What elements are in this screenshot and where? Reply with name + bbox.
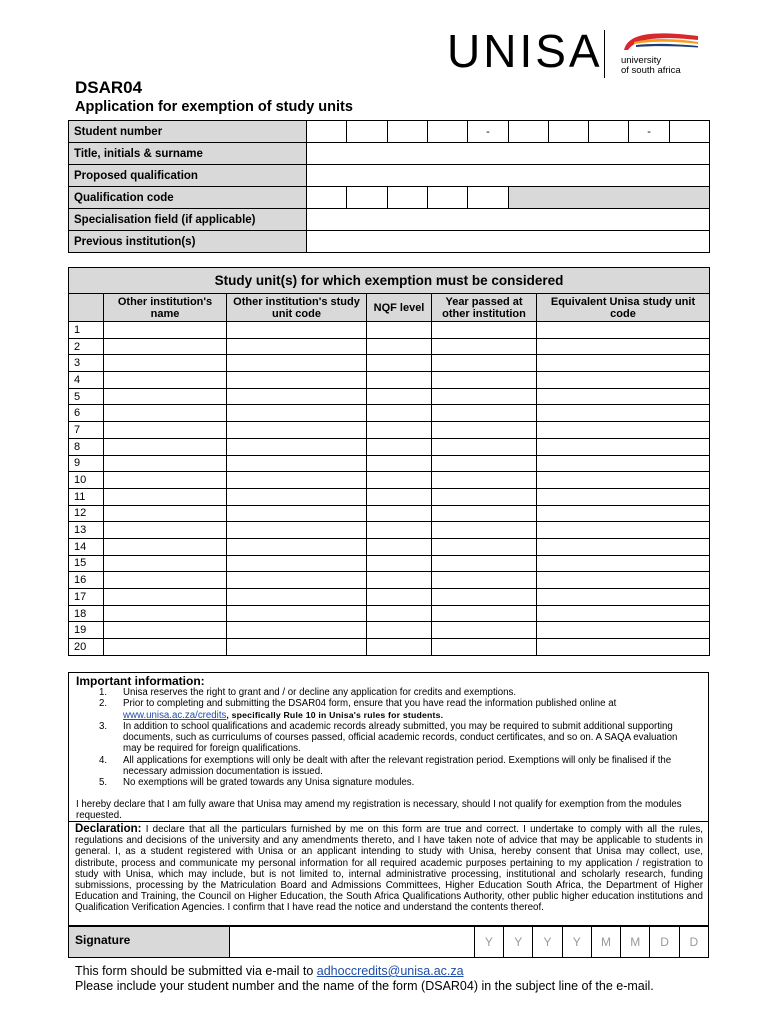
institution-name-cell[interactable] bbox=[104, 488, 227, 505]
nqf-level-cell[interactable] bbox=[367, 555, 432, 572]
logo-subtitle bbox=[621, 56, 681, 76]
year-passed-cell[interactable] bbox=[432, 622, 537, 639]
institution-name-cell[interactable] bbox=[104, 505, 227, 522]
nqf-level-cell[interactable] bbox=[367, 605, 432, 622]
info-item-number: 1. bbox=[99, 687, 108, 698]
study-unit-row bbox=[69, 455, 710, 472]
unisa-code-cell[interactable] bbox=[537, 455, 710, 472]
declaration-label: Declaration: bbox=[75, 823, 142, 835]
study-unit-row-number: 15 bbox=[69, 555, 104, 572]
nqf-level-cell[interactable] bbox=[367, 505, 432, 522]
year-passed-cell[interactable] bbox=[432, 438, 537, 455]
info-item-text: No exemptions will be grated towards any Unisa signature modules. bbox=[123, 777, 415, 789]
institution-name-cell[interactable] bbox=[104, 405, 227, 422]
info-item bbox=[69, 755, 689, 778]
year-passed-cell[interactable] bbox=[432, 472, 537, 489]
year-passed-cell[interactable] bbox=[432, 455, 537, 472]
year-passed-cell[interactable] bbox=[432, 639, 537, 656]
student-number-digit[interactable] bbox=[387, 121, 427, 143]
declaration-box bbox=[68, 822, 709, 926]
info-item-text: In addition to school qualifications and academic records already submitted, you may be required to submit additional supporting documents, such as curriculums of courses passed, official academic records, conduct certificates, and so on. A SAQA evaluation may be required for foreign qualifications. bbox=[123, 720, 678, 755]
info-item-number: 5. bbox=[99, 777, 108, 789]
proposed-qualification-label: Proposed qualification bbox=[69, 165, 307, 187]
year-passed-cell[interactable] bbox=[432, 322, 537, 339]
form-title: Application for exemption of study units bbox=[75, 99, 353, 115]
study-unit-code-cell[interactable] bbox=[227, 372, 367, 389]
credits-link-suffix: , specifically Rule 10 in Unisa's rules for students. bbox=[226, 709, 444, 720]
year-passed-cell[interactable] bbox=[432, 372, 537, 389]
date-year-box[interactable]: Y bbox=[504, 927, 533, 958]
institution-name-cell[interactable] bbox=[104, 572, 227, 589]
nqf-level-cell[interactable] bbox=[367, 639, 432, 656]
unisa-code-cell[interactable] bbox=[537, 522, 710, 539]
signature-label: Signature bbox=[69, 927, 230, 958]
study-unit-row-number: 5 bbox=[69, 388, 104, 405]
institution-name-cell[interactable] bbox=[104, 422, 227, 439]
study-unit-row bbox=[69, 505, 710, 522]
column-header-year-passed: Year passed at other institution bbox=[432, 294, 537, 322]
study-unit-code-cell[interactable] bbox=[227, 572, 367, 589]
unisa-code-cell[interactable] bbox=[537, 589, 710, 606]
specialisation-label: Specialisation field (if applicable) bbox=[69, 209, 307, 231]
institution-name-cell[interactable] bbox=[104, 522, 227, 539]
unisa-code-cell[interactable] bbox=[537, 422, 710, 439]
study-unit-row bbox=[69, 622, 710, 639]
unisa-code-cell[interactable] bbox=[537, 472, 710, 489]
study-unit-row bbox=[69, 488, 710, 505]
study-unit-row bbox=[69, 538, 710, 555]
specialisation-row bbox=[69, 209, 710, 231]
institution-name-cell[interactable] bbox=[104, 455, 227, 472]
credits-link[interactable]: www.unisa.ac.za/credits bbox=[123, 709, 227, 721]
form-code: DSAR04 bbox=[75, 78, 143, 97]
study-unit-code-cell[interactable] bbox=[227, 422, 367, 439]
student-number-digit[interactable] bbox=[427, 121, 467, 143]
study-unit-row bbox=[69, 605, 710, 622]
study-unit-row-number: 11 bbox=[69, 488, 104, 505]
study-unit-code-cell[interactable] bbox=[227, 605, 367, 622]
important-information-list bbox=[69, 687, 689, 789]
info-item-number: 4. bbox=[99, 754, 108, 766]
institution-name-cell[interactable] bbox=[104, 605, 227, 622]
study-unit-row bbox=[69, 589, 710, 606]
nqf-level-cell[interactable] bbox=[367, 472, 432, 489]
info-item bbox=[69, 777, 689, 788]
study-unit-row-number: 18 bbox=[69, 605, 104, 622]
awareness-statement: I hereby declare that I am fully aware that Unisa may amend my registration is necessary, should I not qualify for exemption from the modules requested. bbox=[76, 799, 682, 821]
study-unit-code-cell[interactable] bbox=[227, 589, 367, 606]
student-number-digit[interactable] bbox=[548, 121, 588, 143]
study-unit-code-cell[interactable] bbox=[227, 639, 367, 656]
institution-name-cell[interactable] bbox=[104, 538, 227, 555]
unisa-code-cell[interactable] bbox=[537, 555, 710, 572]
study-unit-code-cell[interactable] bbox=[227, 522, 367, 539]
column-header-nqf-level: NQF level bbox=[367, 294, 432, 322]
study-unit-row bbox=[69, 472, 710, 489]
unisa-code-cell[interactable] bbox=[537, 372, 710, 389]
study-unit-row bbox=[69, 555, 710, 572]
logo-subtitle-line1: university bbox=[621, 55, 662, 66]
declaration-text bbox=[75, 824, 703, 914]
institution-name-cell[interactable] bbox=[104, 322, 227, 339]
institution-name-cell[interactable] bbox=[104, 388, 227, 405]
qualification-code-box[interactable] bbox=[427, 187, 467, 209]
unisa-code-cell[interactable] bbox=[537, 338, 710, 355]
study-units-table bbox=[68, 267, 710, 656]
study-unit-code-cell[interactable] bbox=[227, 438, 367, 455]
qualification-code-box[interactable] bbox=[347, 187, 387, 209]
institution-name-cell[interactable] bbox=[104, 555, 227, 572]
unisa-flag-mark-icon bbox=[620, 28, 700, 54]
nqf-level-cell[interactable] bbox=[367, 388, 432, 405]
column-header-institution-name: Other institution's name bbox=[104, 294, 227, 322]
logo-divider bbox=[604, 30, 605, 78]
qualification-code-shaded bbox=[508, 187, 709, 209]
submission-instruction bbox=[75, 964, 464, 978]
study-unit-code-cell[interactable] bbox=[227, 488, 367, 505]
study-unit-row-number: 19 bbox=[69, 622, 104, 639]
nqf-level-cell[interactable] bbox=[367, 538, 432, 555]
student-number-row bbox=[69, 121, 710, 143]
unisa-code-cell[interactable] bbox=[537, 438, 710, 455]
year-passed-cell[interactable] bbox=[432, 338, 537, 355]
year-passed-cell[interactable] bbox=[432, 488, 537, 505]
unisa-code-cell[interactable] bbox=[537, 605, 710, 622]
study-unit-row-number: 6 bbox=[69, 405, 104, 422]
subject-line-instruction: Please include your student number and the name of the form (DSAR04) in the subject line of the e-mail. bbox=[75, 979, 654, 993]
study-unit-row bbox=[69, 355, 710, 372]
institution-name-cell[interactable] bbox=[104, 622, 227, 639]
year-passed-cell[interactable] bbox=[432, 605, 537, 622]
unisa-code-cell[interactable] bbox=[537, 505, 710, 522]
unisa-code-cell[interactable] bbox=[537, 322, 710, 339]
year-passed-cell[interactable] bbox=[432, 422, 537, 439]
study-unit-row bbox=[69, 572, 710, 589]
nqf-level-cell[interactable] bbox=[367, 589, 432, 606]
study-unit-row bbox=[69, 388, 710, 405]
declaration-body: I declare that all the particulars furnished by me on this form are true and correct. I undertake to comply with all the rules, regulations and decisions of the university and any amendments thereto, and I have taken note of advice that may be applicable to students in general. I, as a student registered with Unisa or an applicant intending to study with Unisa, hereby consent that Unisa may collect, use, distribute, process and communicate my personal information for all required academic purposes pertaining to my application / registration to study with Unisa, which may include, but is not limited to, internal administrative processing, institutional and scholarly research, funding submissions, processing by the Matriculation Board and Admissions Committees, Higher Education South Africa, the Department of Higher Education and Training, the Council on Higher Education, the South Africa Qualifications Authority, other public higher education institutions and Qualification Verification Agencies. I confirm that I have read the notice and understand the contents thereof. bbox=[75, 824, 703, 914]
nqf-level-cell[interactable] bbox=[367, 572, 432, 589]
student-number-dash: - bbox=[468, 121, 508, 143]
study-unit-row-number: 12 bbox=[69, 505, 104, 522]
study-unit-row bbox=[69, 322, 710, 339]
date-month-box[interactable]: M bbox=[591, 927, 620, 958]
nqf-level-cell[interactable] bbox=[367, 522, 432, 539]
info-item bbox=[69, 698, 689, 721]
nqf-level-cell[interactable] bbox=[367, 438, 432, 455]
previous-institution-row bbox=[69, 231, 710, 253]
unisa-code-cell[interactable] bbox=[537, 488, 710, 505]
institution-name-cell[interactable] bbox=[104, 472, 227, 489]
study-unit-row-number: 17 bbox=[69, 589, 104, 606]
unisa-code-cell[interactable] bbox=[537, 622, 710, 639]
important-information-box bbox=[68, 672, 709, 822]
title-initials-label: Title, initials & surname bbox=[69, 143, 307, 165]
study-unit-row-number: 20 bbox=[69, 639, 104, 656]
date-day-box[interactable]: D bbox=[650, 927, 679, 958]
student-number-digit[interactable] bbox=[307, 121, 347, 143]
student-number-label: Student number bbox=[69, 121, 307, 143]
study-unit-row-number: 2 bbox=[69, 338, 104, 355]
student-number-digit[interactable] bbox=[589, 121, 629, 143]
student-number-dash: - bbox=[629, 121, 669, 143]
qualification-code-label: Qualification code bbox=[69, 187, 307, 209]
info-item-number: 3. bbox=[99, 720, 108, 732]
details-table bbox=[68, 120, 710, 253]
institution-name-cell[interactable] bbox=[104, 639, 227, 656]
date-year-box[interactable]: Y bbox=[562, 927, 591, 958]
nqf-level-cell[interactable] bbox=[367, 322, 432, 339]
study-unit-code-cell[interactable] bbox=[227, 405, 367, 422]
institution-name-cell[interactable] bbox=[104, 438, 227, 455]
study-unit-row-number: 4 bbox=[69, 372, 104, 389]
study-unit-code-cell[interactable] bbox=[227, 388, 367, 405]
unisa-code-cell[interactable] bbox=[537, 355, 710, 372]
year-passed-cell[interactable] bbox=[432, 505, 537, 522]
year-passed-cell[interactable] bbox=[432, 388, 537, 405]
year-passed-cell[interactable] bbox=[432, 572, 537, 589]
column-header-unisa-code: Equivalent Unisa study unit code bbox=[537, 294, 710, 322]
title-initials-row bbox=[69, 143, 710, 165]
column-header-study-unit-code: Other institution's study unit code bbox=[227, 294, 367, 322]
qualification-code-box[interactable] bbox=[307, 187, 347, 209]
year-passed-cell[interactable] bbox=[432, 355, 537, 372]
signature-table bbox=[68, 926, 709, 958]
previous-institution-label: Previous institution(s) bbox=[69, 231, 307, 253]
study-units-rows bbox=[69, 322, 710, 656]
info-item-number: 2. bbox=[99, 698, 108, 710]
study-units-header-row bbox=[69, 294, 710, 322]
date-month-box[interactable]: M bbox=[621, 927, 650, 958]
info-item bbox=[69, 687, 689, 698]
study-unit-code-cell[interactable] bbox=[227, 505, 367, 522]
proposed-qualification-row bbox=[69, 165, 710, 187]
study-unit-row-number: 7 bbox=[69, 422, 104, 439]
unisa-wordmark: UNISA bbox=[447, 25, 603, 77]
year-passed-cell[interactable] bbox=[432, 405, 537, 422]
study-unit-row-number: 9 bbox=[69, 455, 104, 472]
study-unit-code-cell[interactable] bbox=[227, 355, 367, 372]
study-unit-code-cell[interactable] bbox=[227, 455, 367, 472]
study-unit-code-cell[interactable] bbox=[227, 538, 367, 555]
submission-email-link[interactable]: adhoccredits@unisa.ac.za bbox=[316, 964, 464, 978]
qualification-code-box[interactable] bbox=[387, 187, 427, 209]
study-unit-row bbox=[69, 372, 710, 389]
year-passed-cell[interactable] bbox=[432, 538, 537, 555]
logo-subtitle-line2: of south africa bbox=[621, 65, 681, 76]
nqf-level-cell[interactable] bbox=[367, 338, 432, 355]
date-year-box[interactable]: Y bbox=[533, 927, 562, 958]
study-unit-row-number: 8 bbox=[69, 438, 104, 455]
study-unit-row-number: 14 bbox=[69, 538, 104, 555]
study-unit-code-cell[interactable] bbox=[227, 322, 367, 339]
signature-row bbox=[69, 927, 709, 958]
institution-name-cell[interactable] bbox=[104, 338, 227, 355]
study-units-title-row bbox=[69, 268, 710, 294]
study-unit-code-cell[interactable] bbox=[227, 555, 367, 572]
institution-name-cell[interactable] bbox=[104, 355, 227, 372]
info-item-text: All applications for exemptions will only be dealt with after the relevant registration period. Exemptions will only be finalised if the necessary admission documentation is issued. bbox=[123, 754, 672, 778]
important-information-title: Important information: bbox=[76, 674, 205, 688]
info-item bbox=[69, 721, 689, 755]
signature-field[interactable] bbox=[229, 927, 474, 958]
date-year-box[interactable]: Y bbox=[474, 927, 503, 958]
institution-name-cell[interactable] bbox=[104, 589, 227, 606]
study-unit-row-number: 16 bbox=[69, 572, 104, 589]
study-unit-row bbox=[69, 338, 710, 355]
study-unit-row bbox=[69, 438, 710, 455]
date-day-box[interactable]: D bbox=[679, 927, 708, 958]
nqf-level-cell[interactable] bbox=[367, 488, 432, 505]
study-unit-row bbox=[69, 405, 710, 422]
study-unit-row-number: 10 bbox=[69, 472, 104, 489]
nqf-level-cell[interactable] bbox=[367, 372, 432, 389]
proposed-qualification-field[interactable] bbox=[307, 165, 710, 187]
row-number-header bbox=[69, 294, 104, 322]
student-number-digit[interactable] bbox=[508, 121, 548, 143]
study-unit-code-cell[interactable] bbox=[227, 338, 367, 355]
study-units-title: Study unit(s) for which exemption must be considered bbox=[69, 268, 710, 294]
institution-name-cell[interactable] bbox=[104, 372, 227, 389]
study-unit-row-number: 3 bbox=[69, 355, 104, 372]
unisa-code-cell[interactable] bbox=[537, 538, 710, 555]
qualification-code-row bbox=[69, 187, 710, 209]
nqf-level-cell[interactable] bbox=[367, 405, 432, 422]
study-unit-row bbox=[69, 422, 710, 439]
title-initials-field[interactable] bbox=[307, 143, 710, 165]
submission-instruction-text: This form should be submitted via e-mail to bbox=[75, 964, 317, 978]
unisa-code-cell[interactable] bbox=[537, 572, 710, 589]
specialisation-field[interactable] bbox=[307, 209, 710, 231]
qualification-code-box[interactable] bbox=[468, 187, 508, 209]
year-passed-cell[interactable] bbox=[432, 555, 537, 572]
year-passed-cell[interactable] bbox=[432, 522, 537, 539]
unisa-code-cell[interactable] bbox=[537, 639, 710, 656]
nqf-level-cell[interactable] bbox=[367, 622, 432, 639]
unisa-code-cell[interactable] bbox=[537, 405, 710, 422]
previous-institution-field[interactable] bbox=[307, 231, 710, 253]
study-unit-row-number: 1 bbox=[69, 322, 104, 339]
info-item-text: Prior to completing and submitting the DSAR04 form, ensure that you have read the information published online at bbox=[123, 698, 617, 710]
student-number-digit[interactable] bbox=[347, 121, 387, 143]
study-unit-code-cell[interactable] bbox=[227, 472, 367, 489]
nqf-level-cell[interactable] bbox=[367, 355, 432, 372]
info-item-text: Unisa reserves the right to grant and / or decline any application for credits and exemptions. bbox=[123, 687, 517, 698]
study-unit-row bbox=[69, 522, 710, 539]
student-number-digit[interactable] bbox=[669, 121, 709, 143]
study-unit-row-number: 13 bbox=[69, 522, 104, 539]
study-unit-row bbox=[69, 639, 710, 656]
unisa-code-cell[interactable] bbox=[537, 388, 710, 405]
nqf-level-cell[interactable] bbox=[367, 422, 432, 439]
nqf-level-cell[interactable] bbox=[367, 455, 432, 472]
year-passed-cell[interactable] bbox=[432, 589, 537, 606]
study-unit-code-cell[interactable] bbox=[227, 622, 367, 639]
